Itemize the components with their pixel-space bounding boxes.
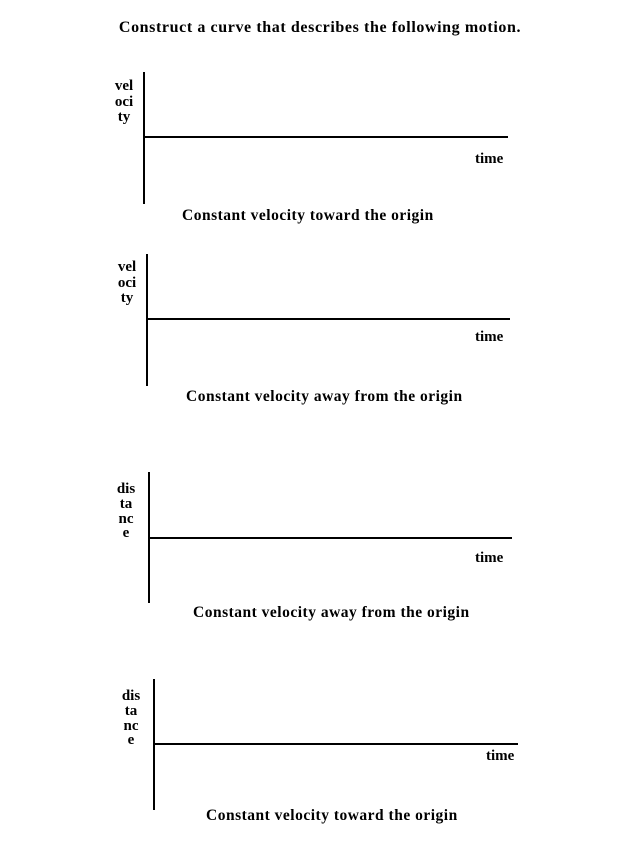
y-axis-label: distance (116, 481, 136, 542)
x-axis-label: time (486, 748, 515, 764)
graph-caption: Constant velocity toward the origin (182, 207, 434, 224)
graph-caption: Constant velocity away from the origin (193, 604, 470, 621)
y-axis-line (143, 72, 145, 204)
x-axis-line (148, 537, 512, 539)
y-axis-label: velocity (114, 78, 134, 126)
graph-caption: Constant velocity toward the origin (206, 807, 458, 824)
x-axis-line (143, 136, 508, 138)
y-axis-label: velocity (117, 259, 137, 307)
x-axis-label: time (475, 550, 504, 566)
x-axis-line (146, 318, 510, 320)
x-axis-label: time (475, 151, 504, 167)
x-axis-line (153, 743, 518, 745)
worksheet-title: Construct a curve that describes the following motion. (118, 19, 522, 36)
y-axis-line (146, 254, 148, 386)
graph-caption: Constant velocity away from the origin (186, 388, 463, 405)
x-axis-label: time (475, 329, 504, 345)
y-axis-label: distance (121, 688, 141, 749)
